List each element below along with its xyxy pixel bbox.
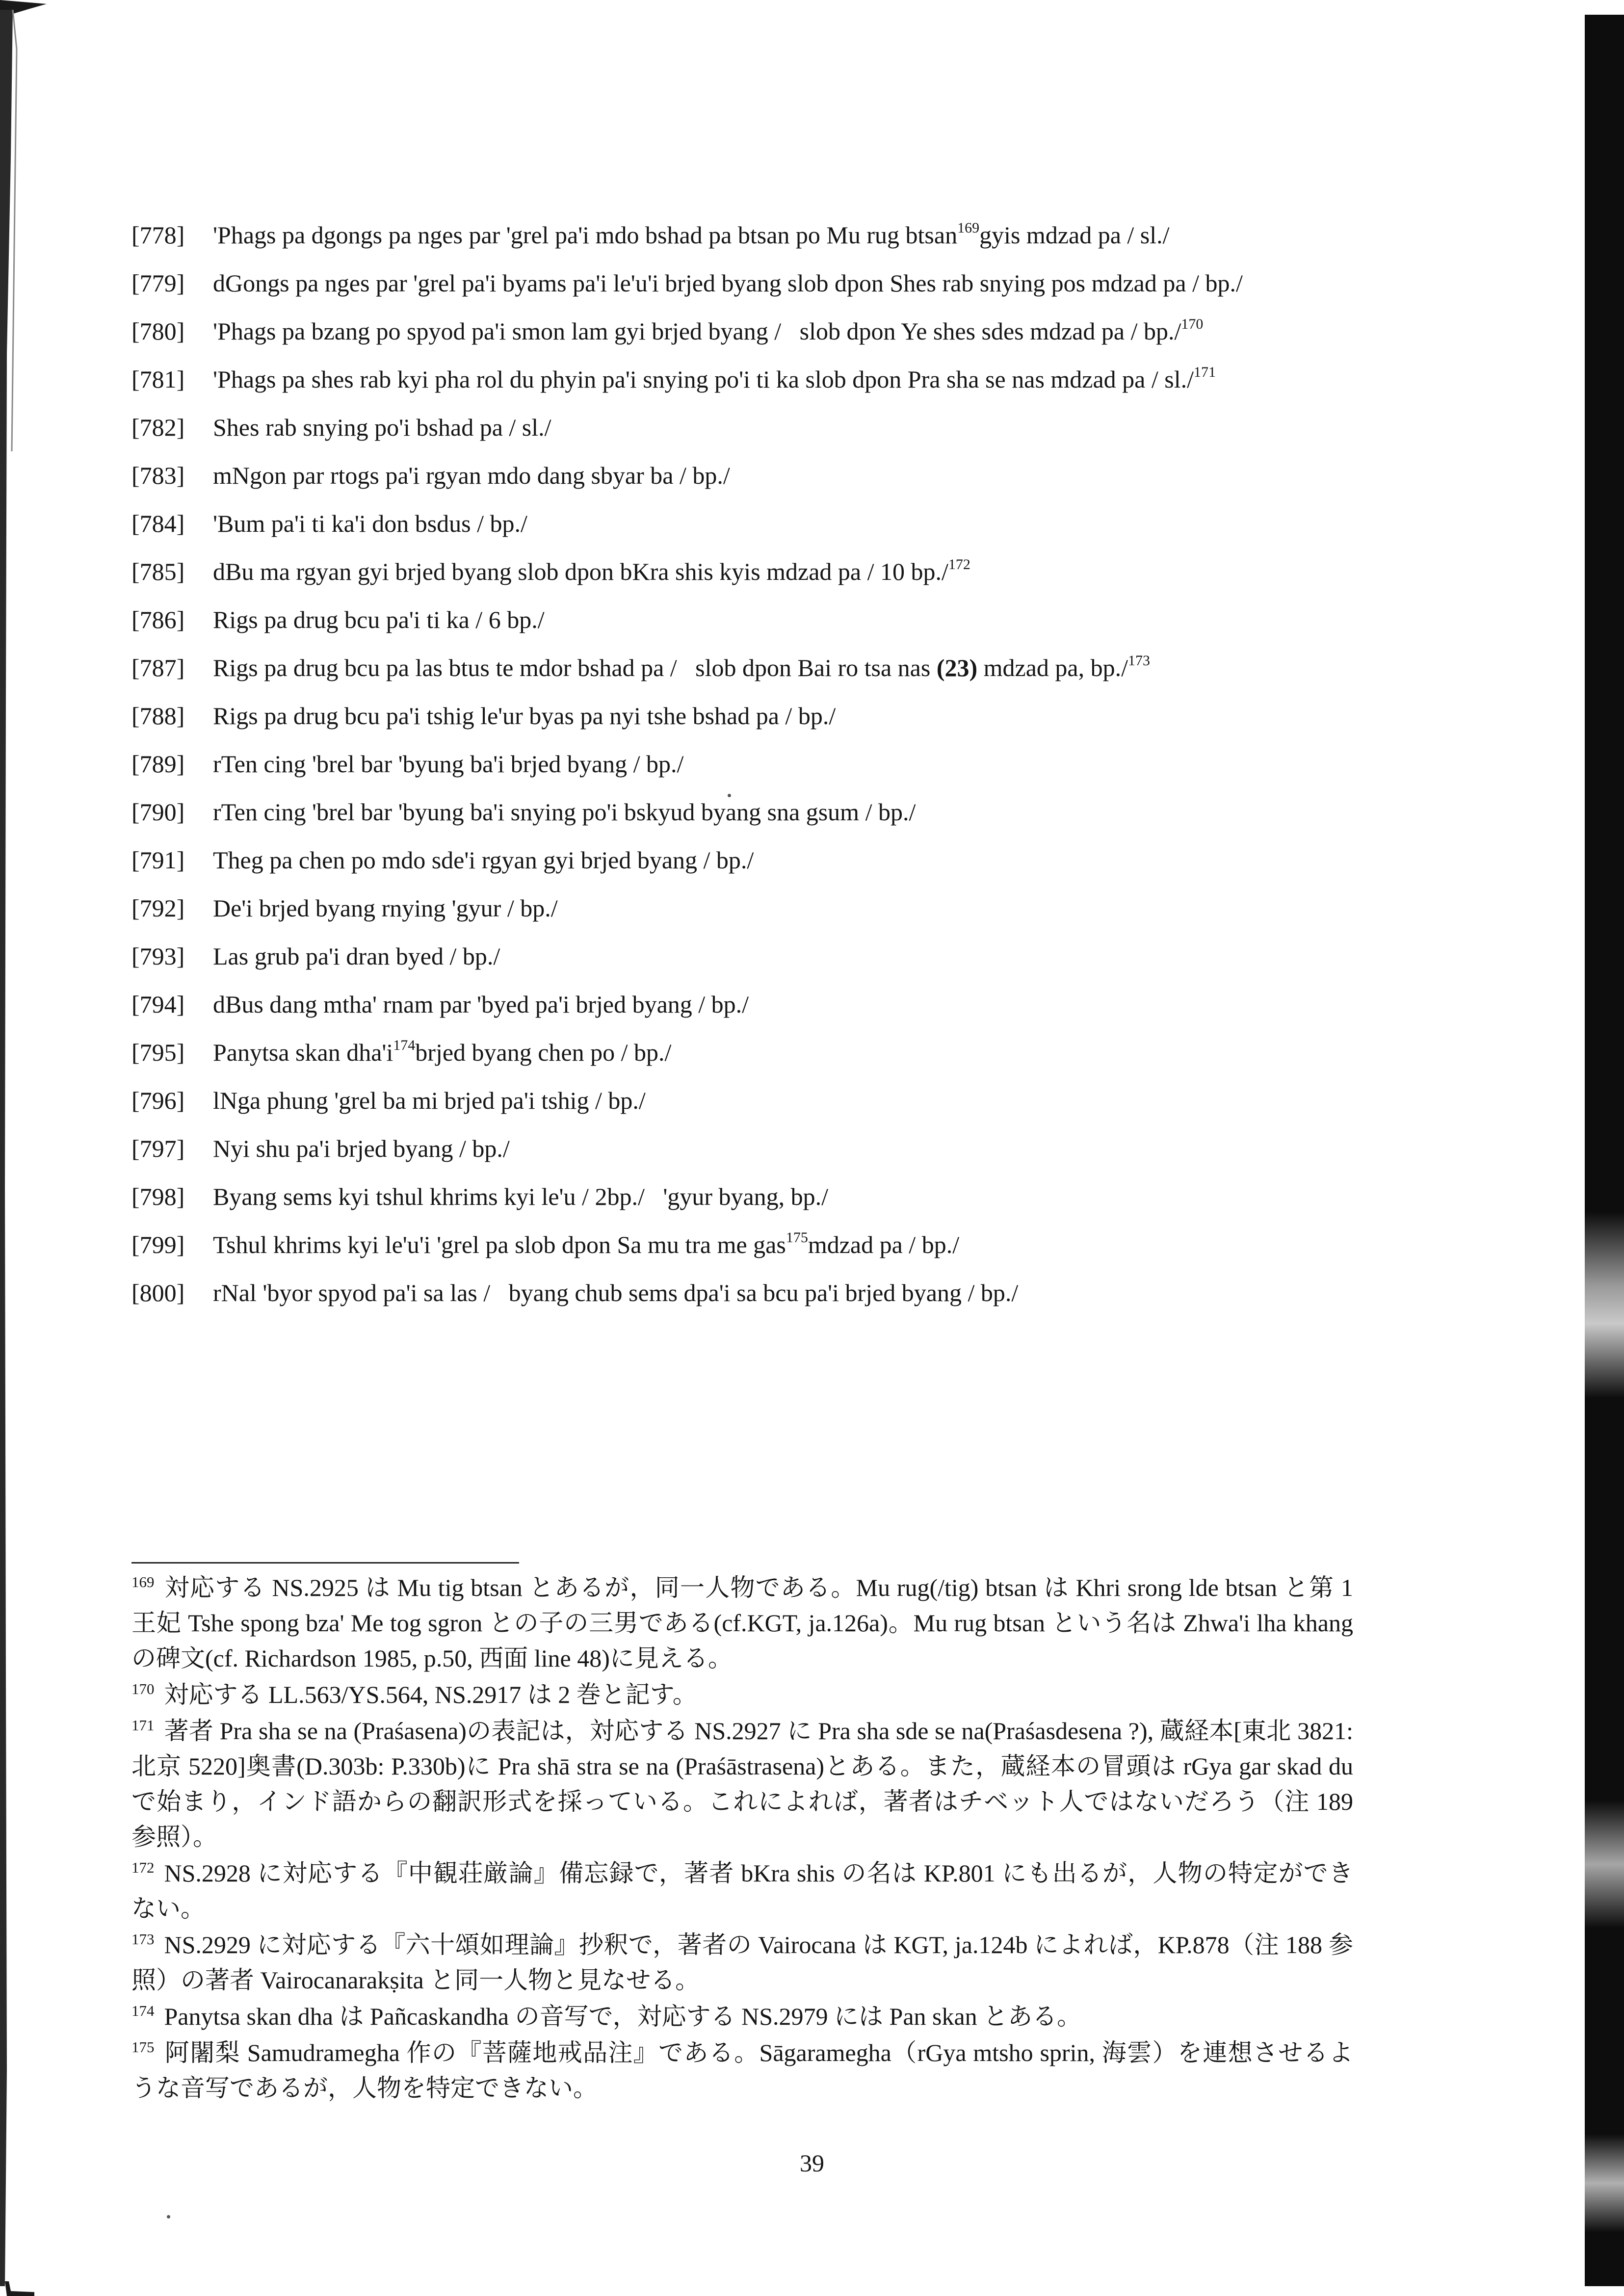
bibliography-entry <box>131 355 1353 403</box>
entry-text-segment: 'Bum pa'i ti ka'i don bsdus / bp./ <box>213 510 527 537</box>
footnote <box>131 1999 1353 2034</box>
bibliography-entry <box>131 451 1353 499</box>
bibliography-entry <box>131 259 1353 307</box>
entry-text-segment: dBu ma rgyan gyi brjed byang slob dpon bKra shis kyis mdzad pa / 10 bp./ <box>213 558 948 585</box>
bibliography-entry <box>131 884 1353 932</box>
footnote-text: 著者 Pra sha se na (Praśasena)の表記は，対応する NS.2927 に Pra sha sde se na(Praśasdesena ?), 蔵経本[東北 3821:北京 5220]奥書(D.303b: P.330b)に Pra shā stra se na (Praśāstrasena)とある。また，蔵経本の冒頭は rGya gar skad du で始まり，インド語からの翻訳形式を採っている。これによれば，著者はチベット人ではないだろう（注 189 参照）。 <box>131 1717 1353 1851</box>
footnote-reference[interactable]: 175 <box>786 1229 808 1246</box>
entry-text-segment: mdzad pa, bp./ <box>977 654 1128 681</box>
entry-number: [779] <box>131 269 185 297</box>
scan-speck <box>167 2215 170 2218</box>
entry-number: [791] <box>131 846 185 874</box>
entry-text-segment: Theg pa chen po mdo sde'i rgyan gyi brjed byang / bp./ <box>213 846 754 874</box>
entry-title <box>213 1028 1353 1076</box>
bibliography-entry <box>131 211 1353 259</box>
bibliography-entry <box>131 1076 1353 1124</box>
entry-number: [781] <box>131 365 185 393</box>
bibliography-entry <box>131 499 1353 548</box>
footnote-text: 対応する NS.2925 は Mu tig btsan とあるが，同一人物である。Mu rug(/tig) btsan は Khri srong lde btsan と第 1 王妃 Tshe spong bza' Me tog sgron との子の三男である(cf.KGT, ja.126a)。Mu rug btsan という名は Zhwa'i lha khang の碑文(cf. Richardson 1985, p.50, 西面 line 48)に見える。 <box>131 1574 1353 1672</box>
footnote-text: 対応する LL.563/YS.564, NS.2917 は 2 巻と記す。 <box>164 1681 697 1708</box>
entry-title <box>213 307 1353 355</box>
entry-text-segment: rTen cing 'brel bar 'byung ba'i snying po'i bskyud byang sna gsum / bp./ <box>213 798 916 826</box>
entry-number: [778] <box>131 221 185 249</box>
entry-title <box>213 499 1353 548</box>
entry-text-segment: dBus dang mtha' rnam par 'byed pa'i brjed byang / bp./ <box>213 991 749 1018</box>
bibliography-entry <box>131 596 1353 644</box>
bibliography-entry <box>131 403 1353 451</box>
entry-text-segment: 'Phags pa dgongs pa nges par 'grel pa'i mdo bshad pa btsan po Mu rug btsan <box>213 221 958 249</box>
entry-text-segment: rTen cing 'brel bar 'byung ba'i brjed byang / bp./ <box>213 750 684 778</box>
entry-text-segment: brjed byang chen po / bp./ <box>415 1039 672 1066</box>
entry-number: [796] <box>131 1087 185 1114</box>
entry-title <box>213 980 1353 1028</box>
entry-title <box>213 740 1353 788</box>
scan-left-edge <box>0 10 20 2286</box>
entry-title <box>213 884 1353 932</box>
entry-text-segment: dGongs pa nges par 'grel pa'i byams pa'i le'u'i brjed byang slob dpon Shes rab snying pos mdzad pa / bp./ <box>213 269 1243 297</box>
page-number: 39 <box>800 2149 824 2177</box>
entry-number: [792] <box>131 894 185 922</box>
footnote-mark: 171 <box>131 1717 155 1734</box>
entry-text-segment: Shes rab snying po'i bshad pa / sl./ <box>213 414 551 441</box>
entry-number: [780] <box>131 317 185 345</box>
footnote-rule <box>131 1562 519 1564</box>
bibliography-entry <box>131 836 1353 884</box>
entry-title <box>213 788 1353 836</box>
entry-number: [786] <box>131 606 185 633</box>
entry-text-segment: De'i brjed byang rnying 'gyur / bp./ <box>213 894 558 922</box>
scan-right-bar <box>1585 15 1624 2286</box>
entry-title <box>213 211 1353 259</box>
bibliography-entry <box>131 1269 1353 1317</box>
entry-number: [787] <box>131 654 185 681</box>
footnote-text: Panytsa skan dha は Pañcaskandha の音写で，対応する NS.2979 には Pan skan とある。 <box>164 2003 1082 2030</box>
footnote-mark: 169 <box>131 1573 155 1591</box>
entry-number: [789] <box>131 750 185 778</box>
scan-bottom-mark <box>0 2281 34 2296</box>
entry-title <box>213 836 1353 884</box>
entry-title <box>213 259 1353 307</box>
entry-list <box>131 211 1353 1317</box>
entry-number: [797] <box>131 1135 185 1162</box>
footnote-mark: 173 <box>131 1931 155 1948</box>
entry-title <box>213 403 1353 451</box>
bibliography-entry <box>131 307 1353 355</box>
entry-title <box>213 1221 1353 1269</box>
entry-number: [783] <box>131 462 185 489</box>
bibliography-entry <box>131 740 1353 788</box>
entry-text-segment: Las grub pa'i dran byed / bp./ <box>213 942 500 970</box>
entry-text-segment: Byang sems kyi tshul khrims kyi le'u / 2bp./ 'gyur byang, bp./ <box>213 1183 829 1210</box>
entry-title <box>213 451 1353 499</box>
footnote-list <box>131 1570 1353 2107</box>
footnote <box>131 1677 1353 1712</box>
bibliography-entry <box>131 932 1353 980</box>
entry-number: [794] <box>131 991 185 1018</box>
entry-title <box>213 932 1353 980</box>
entry-title <box>213 355 1353 403</box>
scan-speck <box>728 794 731 797</box>
bibliography-entry <box>131 548 1353 596</box>
entry-title <box>213 692 1353 740</box>
entry-text-segment: gyis mdzad pa / sl./ <box>979 221 1170 249</box>
entry-title <box>213 596 1353 644</box>
footnote-text: NS.2929 に対応する『六十頌如理論』抄釈で，著者の Vairocana は KGT, ja.124b によれば，KP.878（注 188 参照）の著者 Vairocanarakṣita と同一人物と見なせる。 <box>131 1931 1353 1994</box>
bibliography-entry <box>131 644 1353 692</box>
entry-number: [785] <box>131 558 185 585</box>
bibliography-entry <box>131 788 1353 836</box>
entry-text-segment: mNgon par rtogs pa'i rgyan mdo dang sbyar ba / bp./ <box>213 462 730 489</box>
entry-text-segment: Panytsa skan dha'i <box>213 1039 393 1066</box>
bibliography-entry <box>131 1221 1353 1269</box>
footnote-reference[interactable]: 174 <box>393 1037 416 1054</box>
entry-number: [795] <box>131 1039 185 1066</box>
entry-number: [790] <box>131 798 185 826</box>
footnote <box>131 1927 1353 1998</box>
entry-number: [782] <box>131 414 185 441</box>
entry-title <box>213 1269 1353 1317</box>
footnote-reference[interactable]: 173 <box>1128 652 1150 669</box>
footnote-mark: 170 <box>131 1680 155 1698</box>
bold-marker: (23) <box>936 654 978 681</box>
entry-text-segment: 'Phags pa bzang po spyod pa'i smon lam gyi brjed byang / slob dpon Ye shes sdes mdzad pa / bp./ <box>213 317 1181 345</box>
footnote-mark: 175 <box>131 2038 155 2056</box>
footnote-text: NS.2928 に対応する『中観荘厳論』備忘録で，著者 bKra shis の名は KP.801 にも出るが，人物の特定ができない。 <box>131 1859 1353 1922</box>
bibliography-entry <box>131 1173 1353 1221</box>
footnote-reference[interactable]: 172 <box>948 556 970 573</box>
entry-number: [798] <box>131 1183 185 1210</box>
footnote-mark: 172 <box>131 1859 155 1877</box>
entry-text-segment: Rigs pa drug bcu pa'i ti ka / 6 bp./ <box>213 606 545 633</box>
footnote <box>131 2035 1353 2106</box>
footnote-mark: 174 <box>131 2002 155 2020</box>
entry-text-segment: Rigs pa drug bcu pa'i tshig le'ur byas pa nyi tshe bshad pa / bp./ <box>213 702 836 730</box>
entry-number: [793] <box>131 942 185 970</box>
entry-title <box>213 1173 1353 1221</box>
entry-title <box>213 1076 1353 1124</box>
footnote-reference[interactable]: 170 <box>1181 316 1204 333</box>
footnote <box>131 1570 1353 1676</box>
footnote-text: 阿闍梨 Samudramegha 作の『菩薩地戒品注』である。Sāgaramegha（rGya mtsho sprin, 海雲）を連想させるような音写であるが，人物を特定できない。 <box>131 2039 1353 2102</box>
footnote <box>131 1713 1353 1854</box>
entry-number: [788] <box>131 702 185 730</box>
footnote <box>131 1855 1353 1926</box>
entry-title <box>213 548 1353 596</box>
bibliography-entry <box>131 692 1353 740</box>
bibliography-entry <box>131 1124 1353 1173</box>
entry-text-segment: rNal 'byor spyod pa'i sa las / byang chub sems dpa'i sa bcu pa'i brjed byang / bp./ <box>213 1279 1019 1306</box>
footnote-reference[interactable]: 169 <box>957 220 980 236</box>
entry-text-segment: 'Phags pa shes rab kyi pha rol du phyin pa'i snying po'i ti ka slob dpon Pra sha se nas mdzad pa / sl./ <box>213 365 1194 393</box>
entry-text-segment: Tshul khrims kyi le'u'i 'grel pa slob dpon Sa mu tra me gas <box>213 1231 786 1258</box>
entry-text-segment: mdzad pa / bp./ <box>808 1231 960 1258</box>
entry-number: [784] <box>131 510 185 537</box>
entry-title <box>213 1124 1353 1173</box>
footnote-reference[interactable]: 171 <box>1194 364 1216 381</box>
bibliography-entry <box>131 1028 1353 1076</box>
entry-text-segment: Nyi shu pa'i brjed byang / bp./ <box>213 1135 510 1162</box>
entry-text-segment: Rigs pa drug bcu pa las btus te mdor bshad pa / slob dpon Bai ro tsa nas <box>213 654 937 681</box>
entry-number: [800] <box>131 1279 185 1306</box>
entry-title <box>213 644 1353 692</box>
entry-number: [799] <box>131 1231 185 1258</box>
entry-text-segment: lNga phung 'grel ba mi brjed pa'i tshig / bp./ <box>213 1087 646 1114</box>
bibliography-entry <box>131 980 1353 1028</box>
